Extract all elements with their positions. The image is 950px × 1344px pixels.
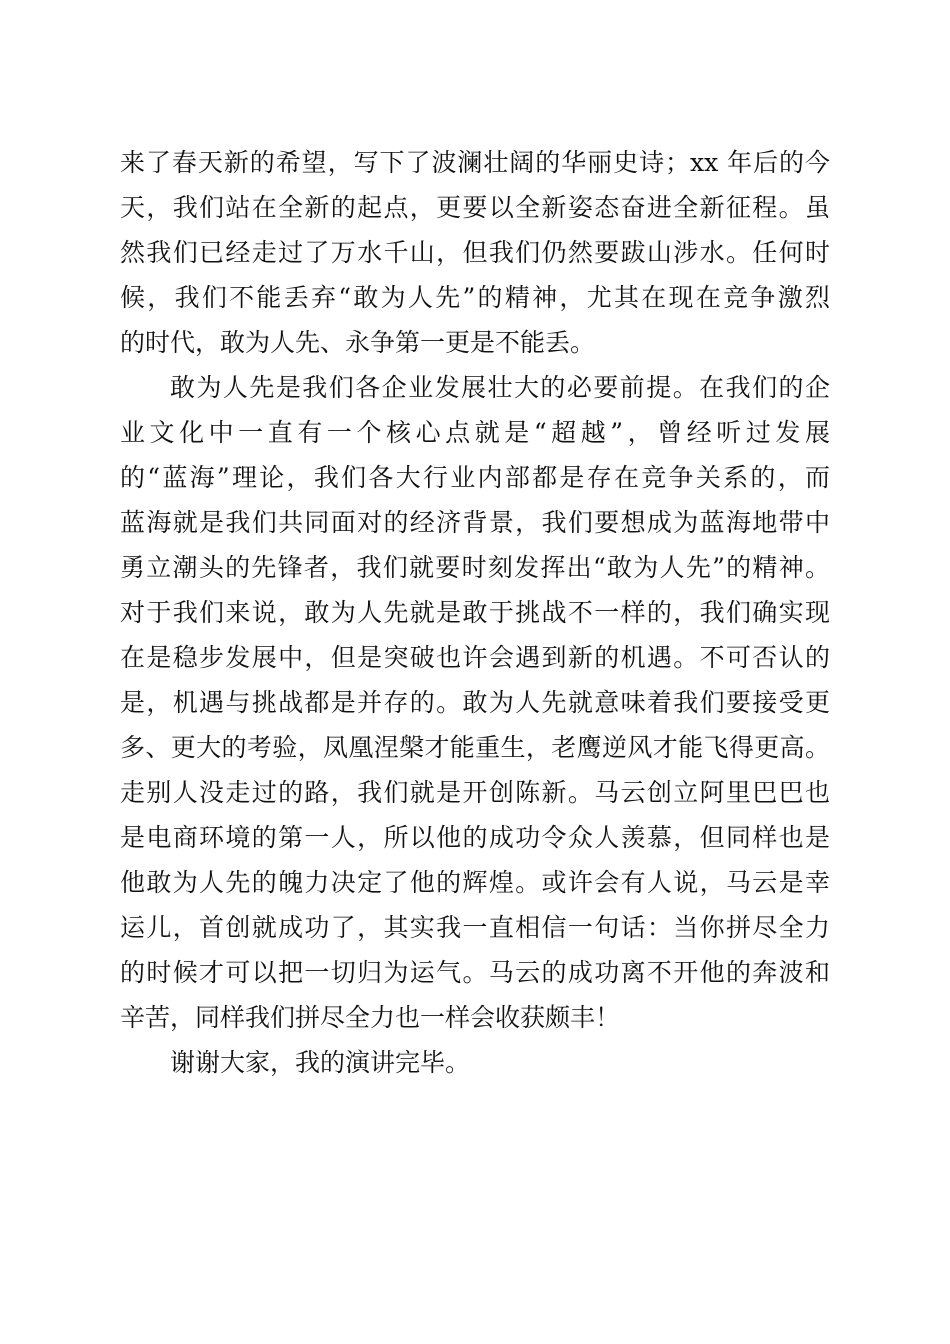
text-line: 辛苦，同样我们拼尽全力也一样会收获颇丰！ [120,1003,621,1032]
text-line: 勇立潮头的先锋者，我们就要时刻发挥出“敢为人先”的精神。 [120,553,830,582]
paragraph-3 [120,1040,830,1085]
text-line: 是电商环境的第一人，所以他的成功令众人羡慕，但同样也是 [120,823,830,852]
text-line: 的时候才可以把一切归为运气。马云的成功离不开他的奔波和 [120,958,830,987]
text-line: 是，机遇与挑战都是并存的。敢为人先就意味着我们要接受更 [120,688,830,717]
text-line: 谢谢大家，我的演讲完毕。 [170,1048,471,1077]
text-line: 然我们已经走过了万水千山，但我们仍然要跋山涉水。任何时 [120,238,830,267]
paragraph-2 [120,365,830,1040]
text-line: 的时代，敢为人先、永争第一更是不能丢。 [120,328,596,357]
text-line: 在是稳步发展中，但是突破也许会遇到新的机遇。不可否认的 [120,643,830,672]
text-line: 对于我们来说，敢为人先就是敢于挑战不一样的，我们确实现 [120,598,830,627]
document-page [120,140,830,1085]
text-line: 他敢为人先的魄力决定了他的辉煌。或许会有人说，马云是幸 [120,868,830,897]
text-line: 天，我们站在全新的起点，更要以全新姿态奋进全新征程。虽 [120,193,830,222]
text-line: 蓝海就是我们共同面对的经济背景，我们要想成为蓝海地带中 [120,508,830,537]
text-line: 敢为人先是我们各企业发展壮大的必要前提。在我们的企 [170,373,830,402]
paragraph-1 [120,140,830,365]
text-line: 业文化中一直有一个核心点就是“超越”，曾经听过发展 [120,418,830,447]
text-line: 的“蓝海”理论，我们各大行业内部都是存在竞争关系的，而 [120,463,830,492]
text-line: 走别人没走过的路，我们就是开创陈新。马云创立阿里巴巴也 [120,778,830,807]
text-line: 来了春天新的希望，写下了波澜壮阔的华丽史诗；xx 年后的今 [120,148,830,177]
text-line: 多、更大的考验，凤凰涅槃才能重生，老鹰逆风才能飞得更高。 [120,733,830,762]
text-line: 运儿，首创就成功了，其实我一直相信一句话：当你拼尽全力 [120,913,830,942]
text-line: 候，我们不能丢弃“敢为人先”的精神，尤其在现在竞争激烈 [120,283,830,312]
